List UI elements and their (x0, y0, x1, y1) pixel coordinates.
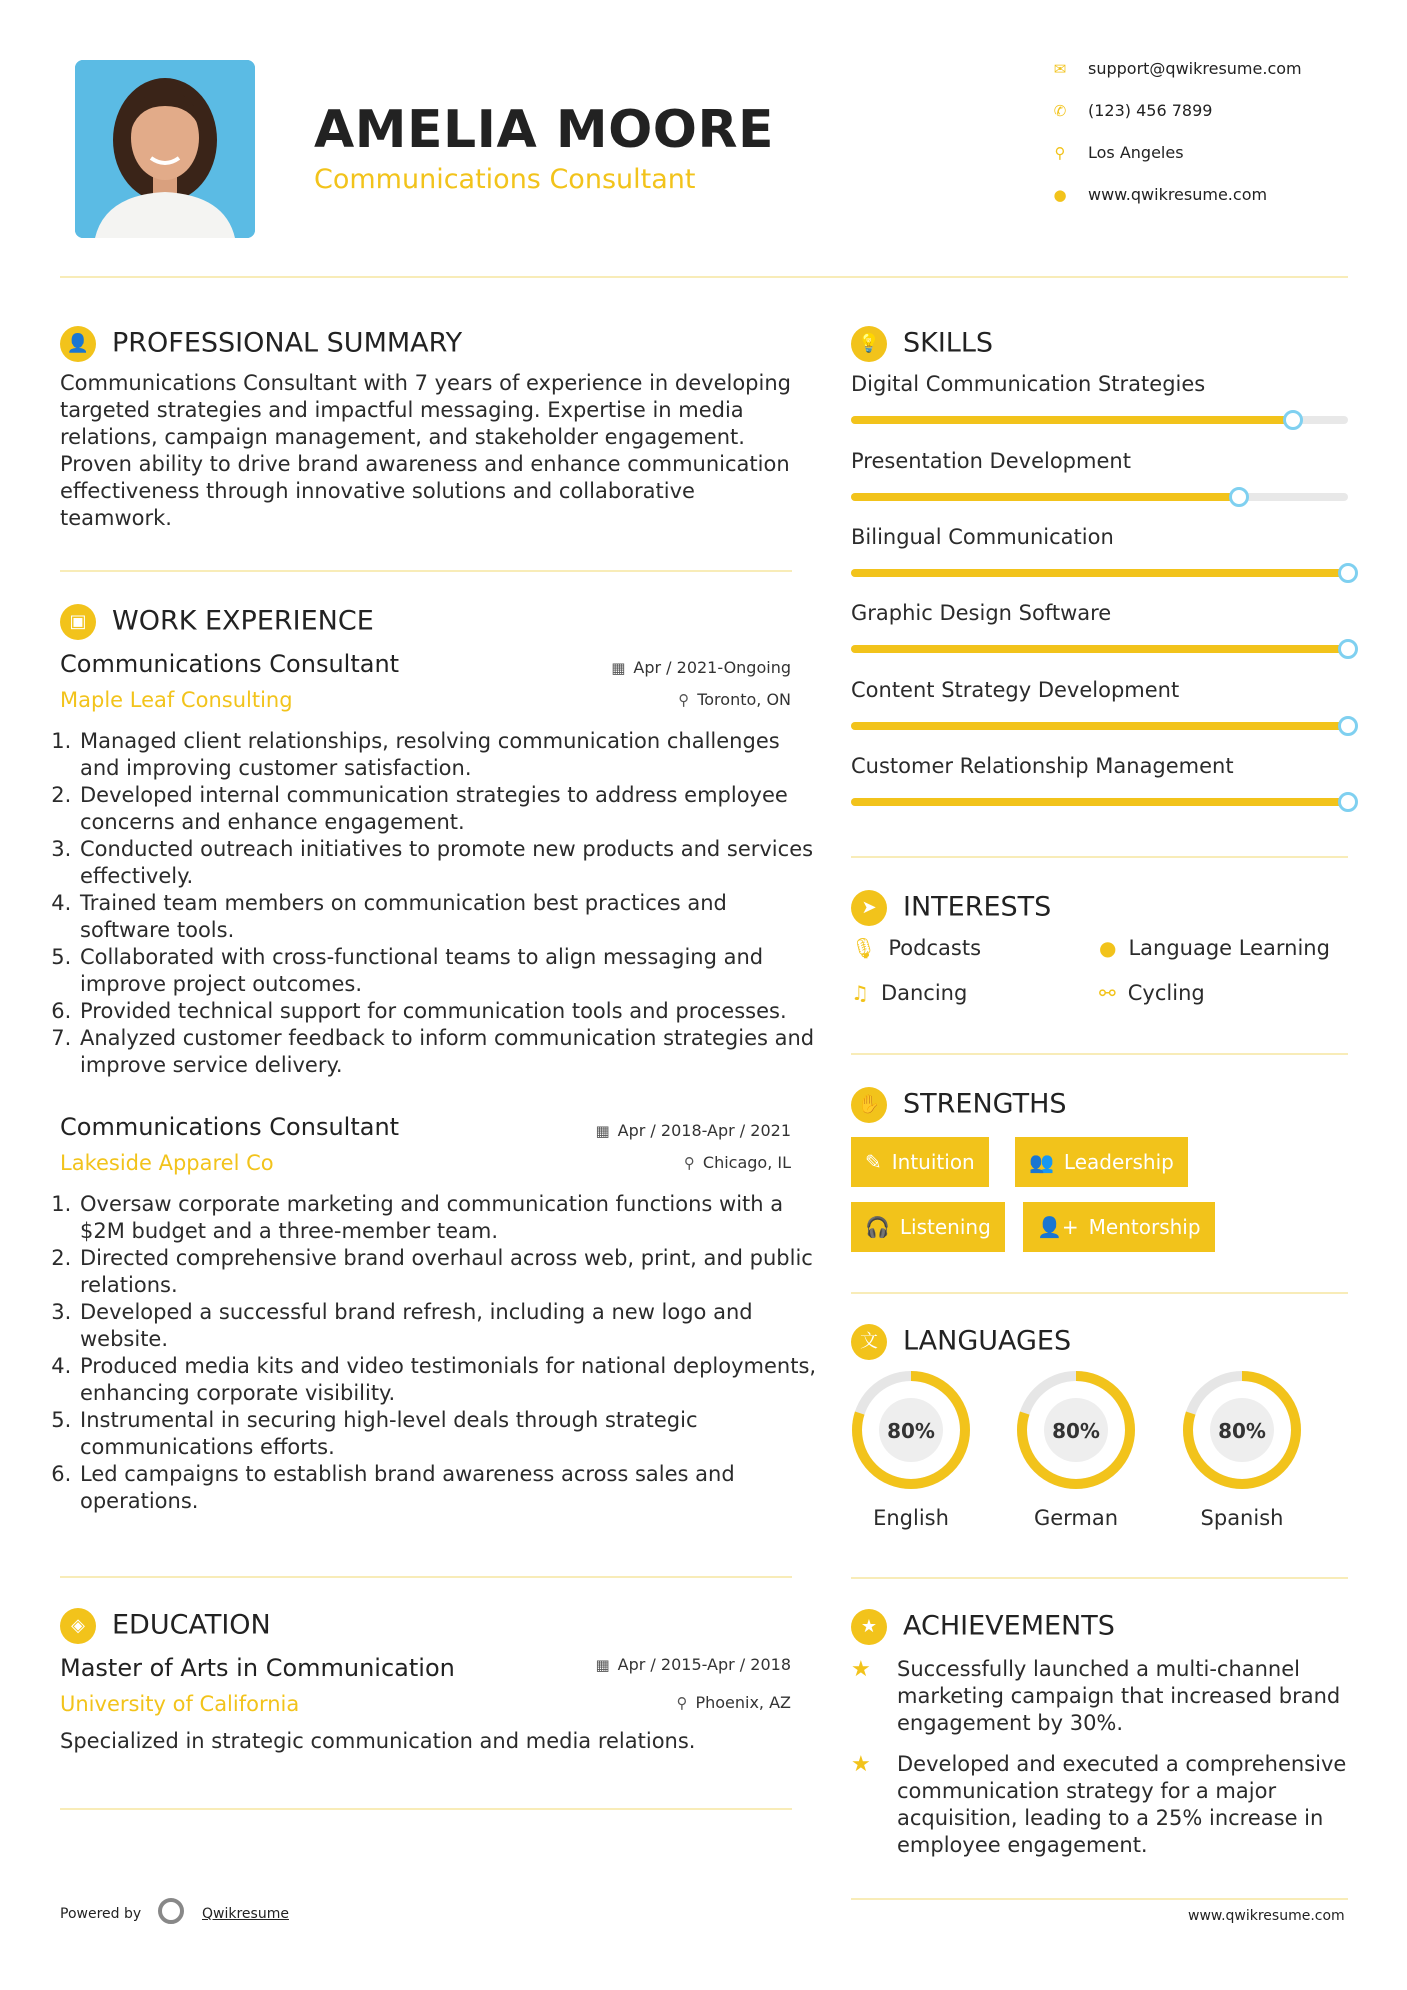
job-location: ⚲ Toronto, ON (678, 690, 791, 709)
language-icon: 文 (851, 1324, 887, 1360)
language-percent: 80% (1218, 1419, 1266, 1443)
language-item (1180, 1368, 1304, 1530)
languages-heading: 文 LANGUAGES (851, 1322, 1071, 1360)
skill-label: Graphic Design Software (851, 601, 1112, 625)
degree-title: Master of Arts in Communication (60, 1654, 455, 1682)
skill-bar (851, 645, 1348, 653)
skill-bar (851, 722, 1348, 730)
strengths-heading: ✋ STRENGTHS (851, 1085, 1067, 1123)
skill-bar-fill (851, 645, 1348, 653)
candidate-name: AMELIA MOORE (314, 100, 775, 160)
briefcase-icon: ▣ (60, 604, 96, 640)
section-divider (851, 1577, 1348, 1579)
section-divider (851, 1053, 1348, 1055)
skill-label: Digital Communication Strategies (851, 372, 1206, 396)
list-item: 7. Analyzed customer feedback to inform communication strategies and improve service delivery. (78, 1025, 820, 1079)
education-description: Specialized in strategic communication and media relations. (60, 1729, 696, 1753)
skill-bar-knob (1338, 639, 1358, 659)
section-divider (851, 1292, 1348, 1294)
header-divider (60, 276, 1348, 278)
pin-icon: ⚲ (676, 1694, 688, 1712)
list-item: 1. Managed client relationships, resolving communication challenges and improving customer satisfaction. (78, 728, 820, 782)
language-ring (1180, 1368, 1304, 1492)
globe-icon: ● (1053, 186, 1067, 204)
skill-bar (851, 493, 1348, 501)
job-title: Communications Consultant (60, 1113, 400, 1141)
list-item: 4. Trained team members on communication best practices and software tools. (78, 890, 820, 944)
strength-chip: 👥 Leadership (1015, 1137, 1188, 1187)
star-icon: ★ (851, 1609, 887, 1645)
language-ring (849, 1368, 973, 1492)
section-divider (60, 1576, 792, 1578)
language-name: German (1033, 1506, 1119, 1530)
section-divider (851, 1898, 1348, 1900)
pin-icon: ⚲ (678, 691, 690, 709)
strength-chip: 👤+ Mentorship (1023, 1202, 1215, 1252)
section-divider (60, 1808, 792, 1810)
users-icon: 👥 (1029, 1150, 1054, 1174)
language-name: English (873, 1506, 949, 1530)
language-ring (1014, 1368, 1138, 1492)
powered-by-label: Powered by (60, 1906, 142, 1922)
job-location: ⚲ Chicago, IL (683, 1153, 791, 1172)
job-company: Lakeside Apparel Co (60, 1151, 274, 1175)
bicycle-icon: ⚯ (1099, 981, 1116, 1005)
music-note-icon: ♫ (851, 981, 869, 1005)
skill-bar (851, 569, 1348, 577)
list-item: 1. Oversaw corporate marketing and communication functions with a $2M budget and a three-member team. (78, 1191, 820, 1245)
summary-heading: 👤 PROFESSIONAL SUMMARY (60, 324, 462, 362)
user-icon: 👤 (60, 326, 96, 362)
skill-bar-knob (1229, 487, 1249, 507)
calendar-icon: ▦ (611, 659, 626, 677)
list-item: 5. Instrumental in securing high-level deals through strategic communications efforts. (78, 1407, 820, 1461)
job-bullets (58, 1191, 820, 1515)
envelope-icon: ✉ (1053, 60, 1067, 78)
pin-icon: ⚲ (683, 1154, 695, 1172)
job-title: Communications Consultant (60, 650, 400, 678)
skills-heading: 💡 SKILLS (851, 324, 993, 362)
skill-bar-fill (851, 569, 1348, 577)
skill-bar-fill (851, 798, 1348, 806)
skill-label: Customer Relationship Management (851, 754, 1234, 778)
user-plus-icon: 👤+ (1037, 1215, 1079, 1239)
candidate-role: Communications Consultant (314, 164, 696, 195)
lightbulb-icon: 💡 (851, 326, 887, 362)
list-item: 2. Directed comprehensive brand overhaul across web, print, and public relations. (78, 1245, 820, 1299)
skill-bar-knob (1283, 410, 1303, 430)
skill-bar-knob (1338, 563, 1358, 583)
skill-bar-knob (1338, 792, 1358, 812)
globe-icon: ● (1099, 936, 1117, 960)
job-bullets (58, 728, 820, 1079)
skill-bar-fill (851, 722, 1348, 730)
contact-location: ⚲ Los Angeles (1050, 142, 1184, 164)
list-item: 6. Led campaigns to establish brand awareness across sales and operations. (78, 1461, 820, 1515)
list-item: 6. Provided technical support for communication tools and processes. (78, 998, 820, 1025)
phone-icon: ✆ (1053, 102, 1067, 120)
interests-heading: ➤ INTERESTS (851, 888, 1051, 926)
language-name: Spanish (1200, 1506, 1284, 1530)
section-divider (60, 570, 792, 572)
achievements-heading: ★ ACHIEVEMENTS (851, 1607, 1115, 1645)
interest-item: ⚯ Cycling (1099, 981, 1205, 1005)
hand-icon: ✋ (851, 1087, 887, 1123)
calendar-icon: ▦ (595, 1656, 610, 1674)
skill-bar-fill (851, 493, 1239, 501)
skill-bar (851, 416, 1348, 424)
language-percent: 80% (887, 1419, 935, 1443)
school-name: University of California (60, 1692, 300, 1716)
skill-bar-knob (1338, 716, 1358, 736)
list-item: 5. Collaborated with cross-functional teams to align messaging and improve project outcomes. (78, 944, 820, 998)
interest-item: ● Language Learning (1099, 936, 1330, 960)
education-date: ▦ Apr / 2015-Apr / 2018 (595, 1655, 791, 1674)
headphones-icon: 🎧 (865, 1215, 890, 1239)
strength-chip: 🎧 Listening (851, 1202, 1005, 1252)
map-marker-icon: ⚲ (1054, 144, 1066, 162)
calendar-icon: ▦ (595, 1122, 610, 1140)
education-heading: ◈ EDUCATION (60, 1606, 271, 1644)
profile-photo (75, 60, 255, 238)
graduation-icon: ◈ (60, 1608, 96, 1644)
section-divider (851, 856, 1348, 858)
skill-bar-fill (851, 416, 1293, 424)
skill-label: Content Strategy Development (851, 678, 1180, 702)
job-date: ▦ Apr / 2018-Apr / 2021 (595, 1121, 791, 1140)
contact-website[interactable]: ● www.qwikresume.com (1050, 184, 1267, 206)
list-item: 2. Developed internal communication strategies to address employee concerns and enhance engagement. (78, 782, 820, 836)
magic-wand-icon: ✎ (865, 1150, 882, 1174)
list-item: 4. Produced media kits and video testimonials for national deployments, enhancing corporate visibility. (78, 1353, 820, 1407)
job-date: ▦ Apr / 2021-Ongoing (611, 658, 791, 677)
language-item (849, 1368, 973, 1530)
paper-plane-icon: ➤ (851, 890, 887, 926)
language-item (1014, 1368, 1138, 1530)
interest-item: ♫ Dancing (851, 981, 968, 1005)
education-location: ⚲ Phoenix, AZ (676, 1693, 791, 1712)
contact-email[interactable]: ✉ support@qwikresume.com (1050, 58, 1302, 80)
language-percent: 80% (1052, 1419, 1100, 1443)
star-icon: ★ (851, 1752, 871, 1777)
qwikresume-link[interactable]: Qwikresume (202, 1906, 289, 1922)
skill-label: Presentation Development (851, 449, 1131, 473)
skill-bar (851, 798, 1348, 806)
skill-label: Bilingual Communication (851, 525, 1114, 549)
work-heading: ▣ WORK EXPERIENCE (60, 602, 374, 640)
strength-chip: ✎ Intuition (851, 1137, 989, 1187)
footer-website[interactable]: www.qwikresume.com (1188, 1908, 1345, 1924)
achievement-item: ★ Successfully launched a multi-channel marketing campaign that increased brand engagement by 30%. (851, 1657, 1341, 1735)
qwikresume-logo-icon (158, 1898, 184, 1924)
achievement-item: ★ Developed and executed a comprehensive communication strategy for a major acquisition, leading to a 25% increase in employee engagement. (851, 1752, 1347, 1857)
contact-phone[interactable]: ✆ (123) 456 7899 (1050, 100, 1212, 122)
interest-item: 🎙 Podcasts (851, 936, 982, 960)
job-company: Maple Leaf Consulting (60, 688, 293, 712)
summary-text: Communications Consultant with 7 years of experience in developing targeted strategies and impactful messaging. Expertise in media relations, campaign management, and stakeholder engagement. Proven ability to drive brand awareness and enhance communication effectiveness through innovative solutions and collaborative teamwork. (60, 371, 791, 530)
microphone-icon: 🎙 (851, 936, 877, 960)
list-item: 3. Conducted outreach initiatives to promote new products and services effectively. (78, 836, 820, 890)
star-icon: ★ (851, 1657, 871, 1682)
list-item: 3. Developed a successful brand refresh, including a new logo and website. (78, 1299, 820, 1353)
